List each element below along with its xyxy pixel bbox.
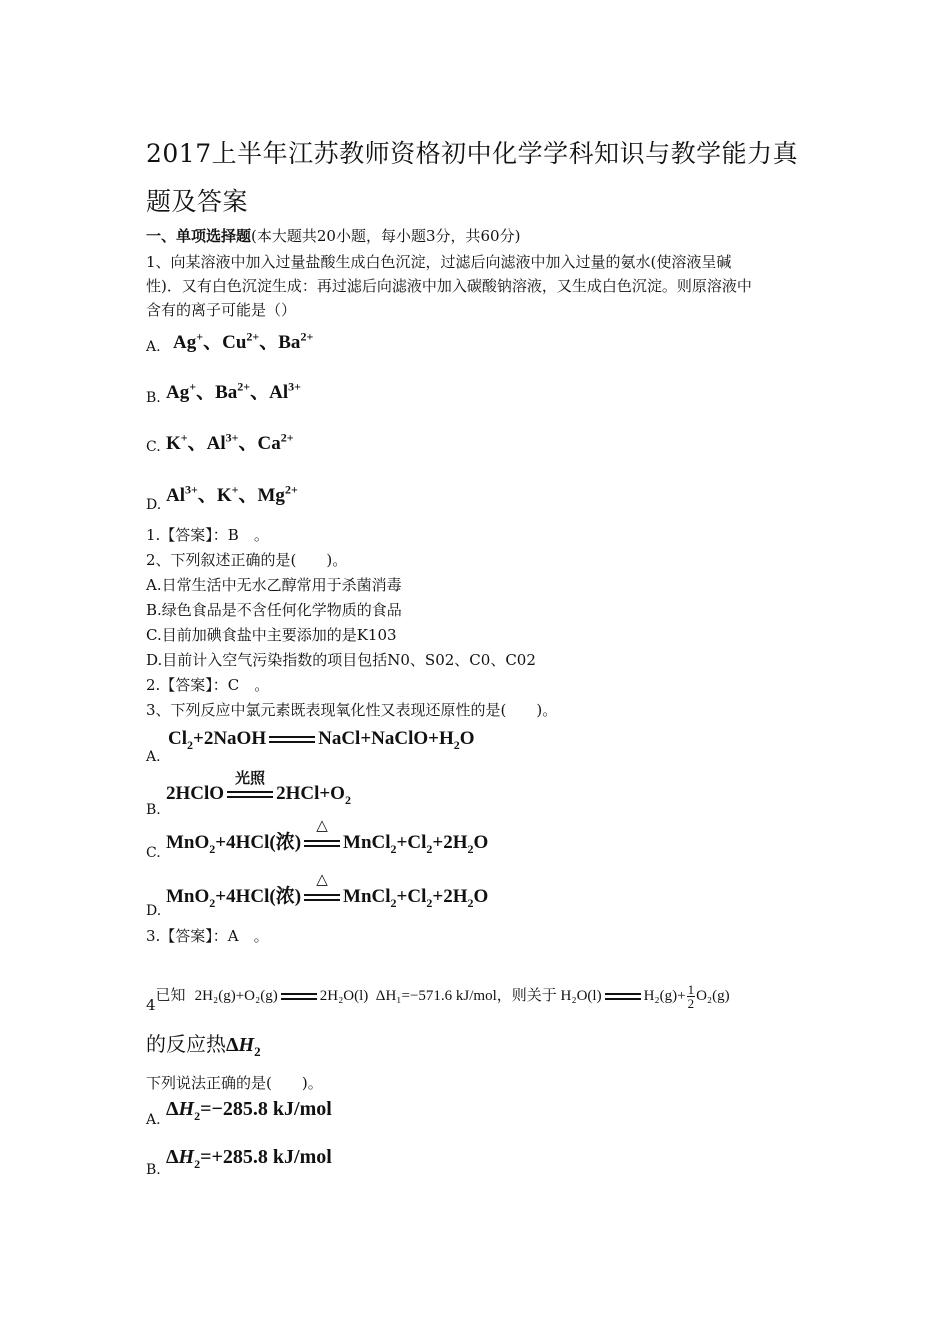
document-title-line-2: 题及答案 [146, 187, 249, 216]
reaction-condition: 光照 [224, 783, 276, 805]
q2-option-a: A.日常生活中无水乙醇常用于杀菌消毒 [146, 576, 402, 594]
q2-answer: 2.【答案】：C 。 [146, 676, 270, 694]
q3-option-c-equation: MnO$_2$+4HCl(浓) △ $MnCl_2+Cl_2+2H_2O$ [166, 818, 489, 856]
q1-option-d-label: D. [146, 497, 162, 513]
q3-option-b-label: B. [146, 802, 161, 818]
q2-option-c: C.目前加碘食盐中主要添加的是K103 [146, 626, 397, 644]
equals-sign-icon [227, 791, 273, 798]
q4-option-a-value: $\Delta H_2=-285.8$ kJ/mol [166, 1098, 332, 1123]
q1-answer: 1.【答案】：B 。 [146, 526, 269, 544]
q3-option-d-equation: MnO$_2$+4HCl(浓) △ $MnCl_2+Cl_2+2H_2O$ [166, 872, 489, 910]
q1-option-c-ions: K+、$Al^{3+}$、$Ca^{2+}$ [166, 430, 294, 454]
q1-option-d-ions: $Al^{3+}$、K+、$Mg^{2+}$ [166, 482, 298, 506]
q4-option-b-value: $\Delta H_2=+285.8$ kJ/mol [166, 1146, 332, 1171]
q4-number: 4 [146, 995, 156, 1014]
q4-given [146, 982, 730, 1014]
q3-answer: 3.【答案】：A 。 [146, 927, 269, 945]
q2-option-d: D.目前计入空气污染指数的项目包括N0、S02、C0、C02 [146, 651, 536, 669]
section-heading-note: (本大题共20小题，每小题3分，共60分) [251, 227, 521, 245]
q4-prefix: 已知 [155, 985, 186, 1004]
q3-option-b-equation: 2HClO 光照 $2HCl+O_2$ [166, 771, 351, 807]
q4-equation: 2H₂(g)+O₂(g) 2H₂O(l) ΔH₁=−571.6 kJ/mol，则关于 H₂O(l) H₂(g)+ $\frac{1}{2}$ O₂(g) [194, 982, 730, 1011]
equals-sign-icon [304, 894, 340, 901]
q3-option-c-label: C. [146, 845, 161, 861]
q3-option-a-label: A. [146, 749, 161, 765]
q3-option-a-equation: $Cl_2+2NaOH$ $NaCl+NaClO+H_2O$ [168, 728, 475, 752]
reaction-condition: △ [301, 886, 343, 908]
q1-stem-line-3: 含有的离子可能是（） [146, 301, 297, 319]
q1-stem-line-2: 性)．又有白色沉淀生成：再过滤后向滤液中加入碳酸钠溶液，又生成白色沉淀。则原溶液中 [146, 277, 752, 295]
q3-option-d-label: D. [146, 903, 162, 919]
equals-sign-icon [269, 736, 315, 743]
q4-option-b-label: B. [146, 1162, 161, 1178]
q4-stem: 下列说法正确的是( )。 [146, 1074, 323, 1092]
q1-option-b-ions: Ag+、$Ba^{2+}$、$Al^{3+}$ [166, 379, 301, 403]
fraction-one-half: $\frac{1}{2}$ [687, 982, 695, 1011]
q2-option-b: B.绿色食品是不含任何化学物质的食品 [146, 601, 402, 619]
q1-option-a-label: A. [146, 339, 161, 355]
q1-option-c-label: C. [146, 439, 161, 455]
q1-option-b-label: B. [146, 390, 161, 406]
reaction-condition: △ [301, 832, 343, 854]
section-heading [146, 226, 520, 246]
document-title-line-1: 2017上半年江苏教师资格初中化学学科知识与教学能力真 [146, 139, 799, 168]
q2-stem: 2、下列叙述正确的是( )。 [146, 551, 348, 569]
equals-sign-icon [304, 840, 340, 847]
q3-stem: 3、下列反应中氯元素既表现氧化性又表现还原性的是( )。 [146, 701, 558, 719]
q1-stem-line-1: 1、向某溶液中加入过量盐酸生成白色沉淀，过滤后向滤液中加入过量的氨水(使溶液呈碱 [146, 253, 732, 271]
q1-option-a-ions: Ag+、$Cu^{2+}$、$Ba^{2+}$ [173, 329, 314, 353]
q4-reaction-heat-label: 的反应热$\Delta H_2$ [146, 1032, 261, 1059]
section-heading-label: 一、单项选择题 [146, 227, 252, 245]
q4-option-a-label: A. [146, 1112, 161, 1128]
